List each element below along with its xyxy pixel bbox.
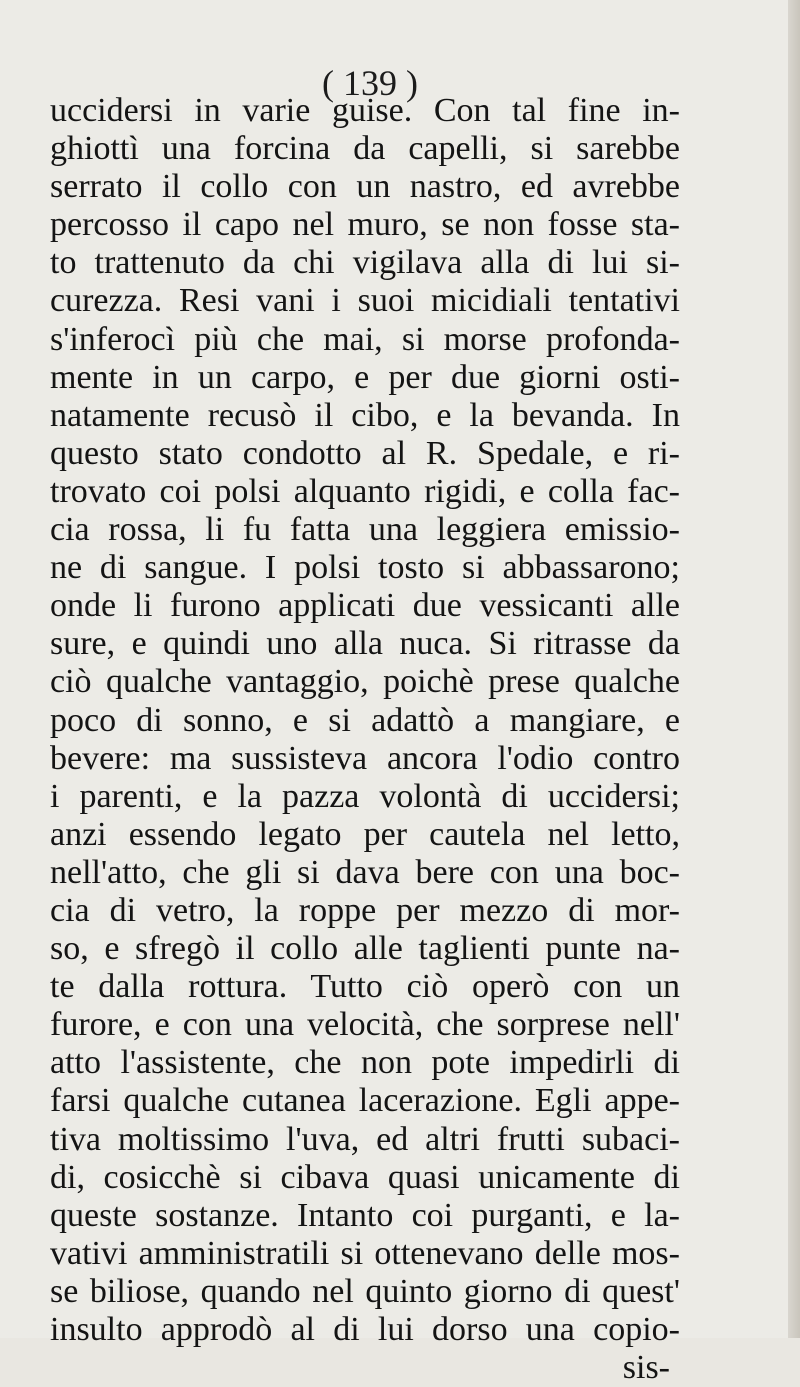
- body-text: [50, 92, 680, 1387]
- text-line: questo stato condotto al R. Spedale, e ri-: [50, 434, 680, 472]
- text-line: tiva moltissimo l'uva, ed altri frutti subaci-: [50, 1120, 680, 1158]
- text-line: uccidersi in varie guise. Con tal fine in-: [50, 92, 680, 129]
- text-line: bevere: ma sussisteva ancora l'odio contro: [50, 739, 680, 777]
- text-line: ciò qualche vantaggio, poichè prese qualche: [50, 663, 680, 701]
- text-line: mente in un carpo, e per due giorni osti-: [50, 358, 680, 396]
- text-line: atto l'assistente, che non pote impedirli di: [50, 1044, 680, 1082]
- text-line: furore, e con una velocità, che sorprese nell': [50, 1006, 680, 1044]
- text-line: nell'atto, che gli si dava bere con una boc-: [50, 853, 680, 891]
- text-line: di, cosicchè si cibava quasi unicamente di: [50, 1158, 680, 1196]
- text-line: ghiottì una forcina da capelli, si sarebbe: [50, 130, 680, 168]
- text-line: s'inferocì più che mai, si morse profonda-: [50, 320, 680, 358]
- text-line: to trattenuto da chi vigilava alla di lui si-: [50, 244, 680, 282]
- page-number: ( 139 ): [322, 63, 418, 103]
- text-line: ne di sangue. I polsi tosto si abbassarono;: [50, 549, 680, 587]
- text-line: insulto approdò al di lui dorso una copio-: [50, 1311, 680, 1348]
- page-edge-shadow: [788, 0, 800, 1338]
- text-line: cia di vetro, la roppe per mezzo di mor-: [50, 891, 680, 929]
- text-line: se biliose, quando nel quinto giorno di quest': [50, 1272, 680, 1310]
- text-line: i parenti, e la pazza volontà di uccidersi;: [50, 777, 680, 815]
- text-line: anzi essendo legato per cautela nel letto,: [50, 815, 680, 853]
- text-line: curezza. Resi vani i suoi micidiali tentativi: [50, 282, 680, 320]
- text-line: onde li furono applicati due vessicanti alle: [50, 587, 680, 625]
- text-line: farsi qualche cutanea lacerazione. Egli appe-: [50, 1082, 680, 1120]
- text-line: trovato coi polsi alquanto rigidi, e colla fac-: [50, 472, 680, 510]
- text-line: te dalla rottura. Tutto ciò operò con un: [50, 968, 680, 1006]
- text-line: queste sostanze. Intanto coi purganti, e la-: [50, 1196, 680, 1234]
- text-line: so, e sfregò il collo alle taglienti punte na-: [50, 930, 680, 968]
- text-line: poco di sonno, e si adattò a mangiare, e: [50, 701, 680, 739]
- text-line: sure, e quindi uno alla nuca. Si ritrasse da: [50, 625, 680, 663]
- catchword: sis-: [622, 1349, 670, 1387]
- text-line: percosso il capo nel muro, se non fosse sta-: [50, 206, 680, 244]
- text-line: natamente recusò il cibo, e la bevanda. In: [50, 396, 680, 434]
- text-line: vativi amministratili si ottenevano delle mos-: [50, 1234, 680, 1272]
- text-line: cia rossa, li fu fatta una leggiera emissio-: [50, 511, 680, 549]
- text-line: serrato il collo con un nastro, ed avrebbe: [50, 168, 680, 206]
